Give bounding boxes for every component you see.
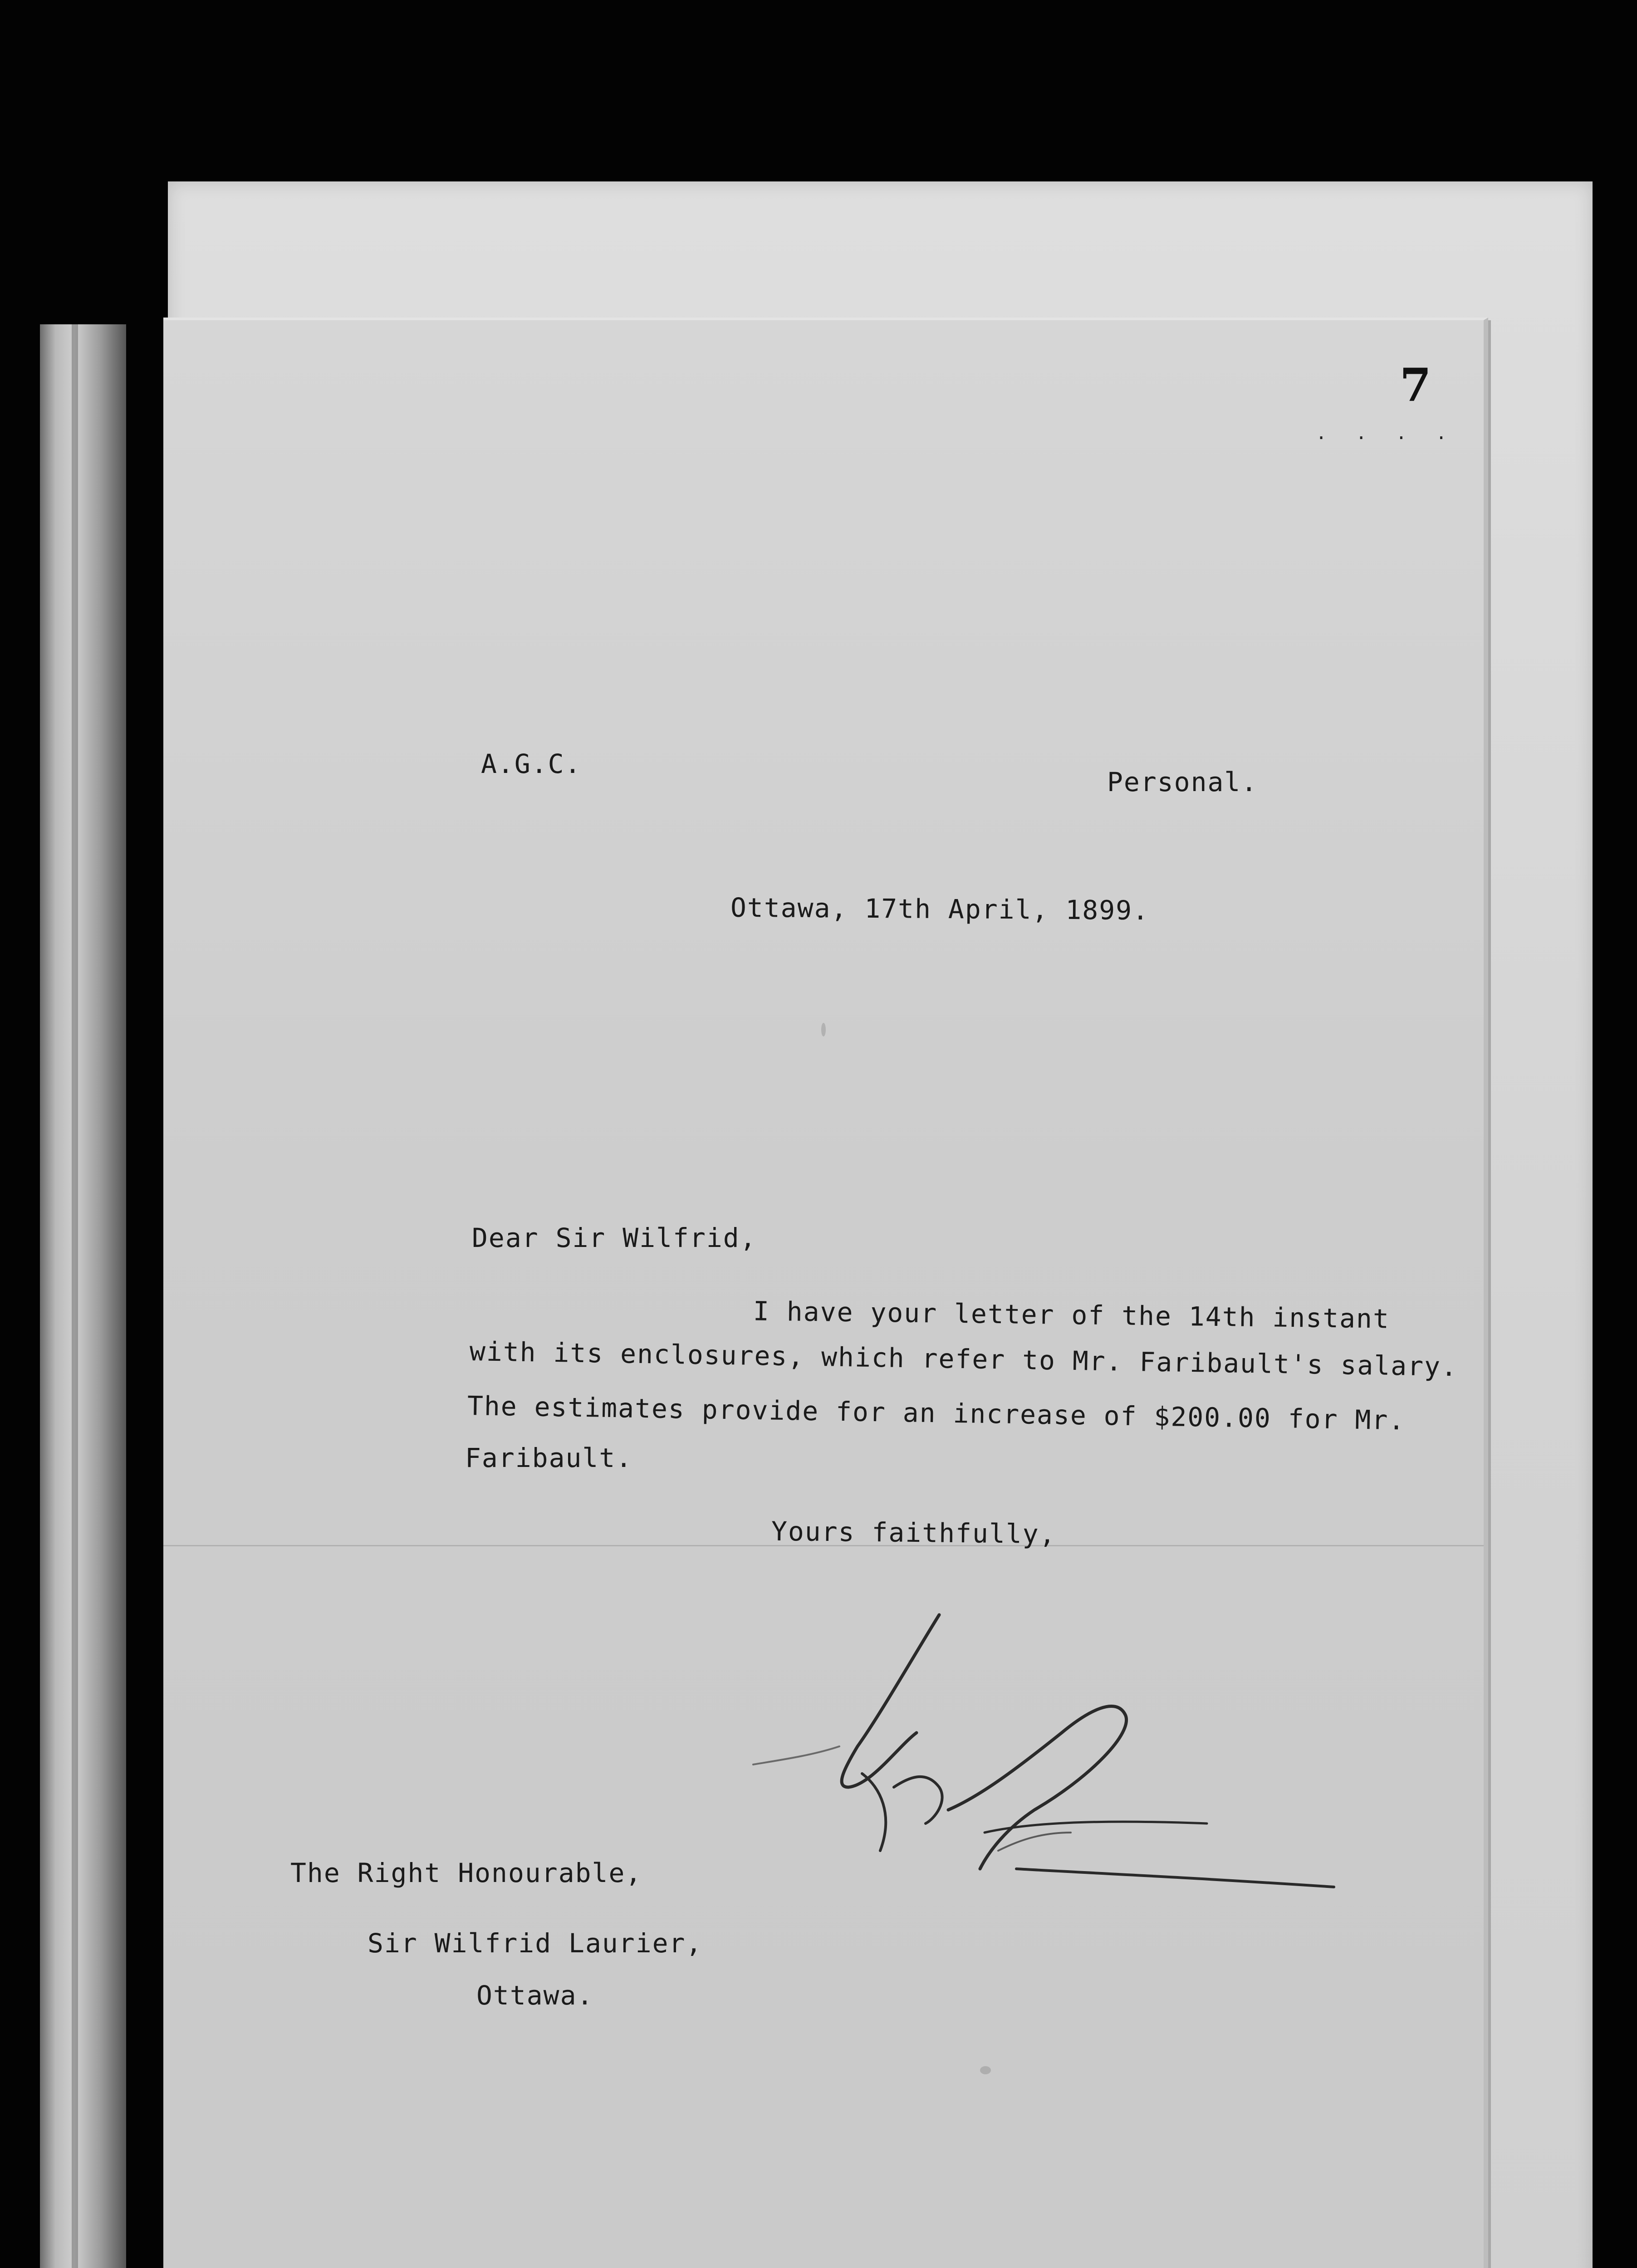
letter-page bbox=[163, 318, 1488, 2268]
addressee-line-1: The Right Honourable, bbox=[290, 1857, 642, 1888]
personal-marking: Personal. bbox=[1107, 767, 1258, 797]
ink-speck bbox=[980, 2066, 991, 2074]
reference-initials: A.G.C. bbox=[481, 748, 582, 779]
page-number: 7 bbox=[1400, 358, 1431, 412]
body-line-3: The estimates provide for an increase of $200.00 for Mr. bbox=[467, 1390, 1406, 1436]
body-line-4: Faribault. bbox=[465, 1442, 633, 1473]
addressee-line-3: Ottawa. bbox=[476, 1980, 594, 2011]
addressee-line-2: Sir Wilfrid Laurier, bbox=[368, 1928, 703, 1959]
body-line-2: with its enclosures, which refer to Mr. Faribault's salary. bbox=[469, 1336, 1458, 1383]
ink-speck bbox=[821, 1023, 826, 1036]
handwritten-signature bbox=[744, 1597, 1361, 1941]
place-date: Ottawa, 17th April, 1899. bbox=[730, 892, 1150, 926]
salutation: Dear Sir Wilfrid, bbox=[472, 1222, 757, 1253]
closing: Yours faithfully, bbox=[771, 1515, 1056, 1550]
page-number-dots: . . . . bbox=[1316, 423, 1456, 444]
body-line-1: I have your letter of the 14th instant bbox=[753, 1295, 1390, 1334]
binding-strip bbox=[40, 324, 126, 2268]
